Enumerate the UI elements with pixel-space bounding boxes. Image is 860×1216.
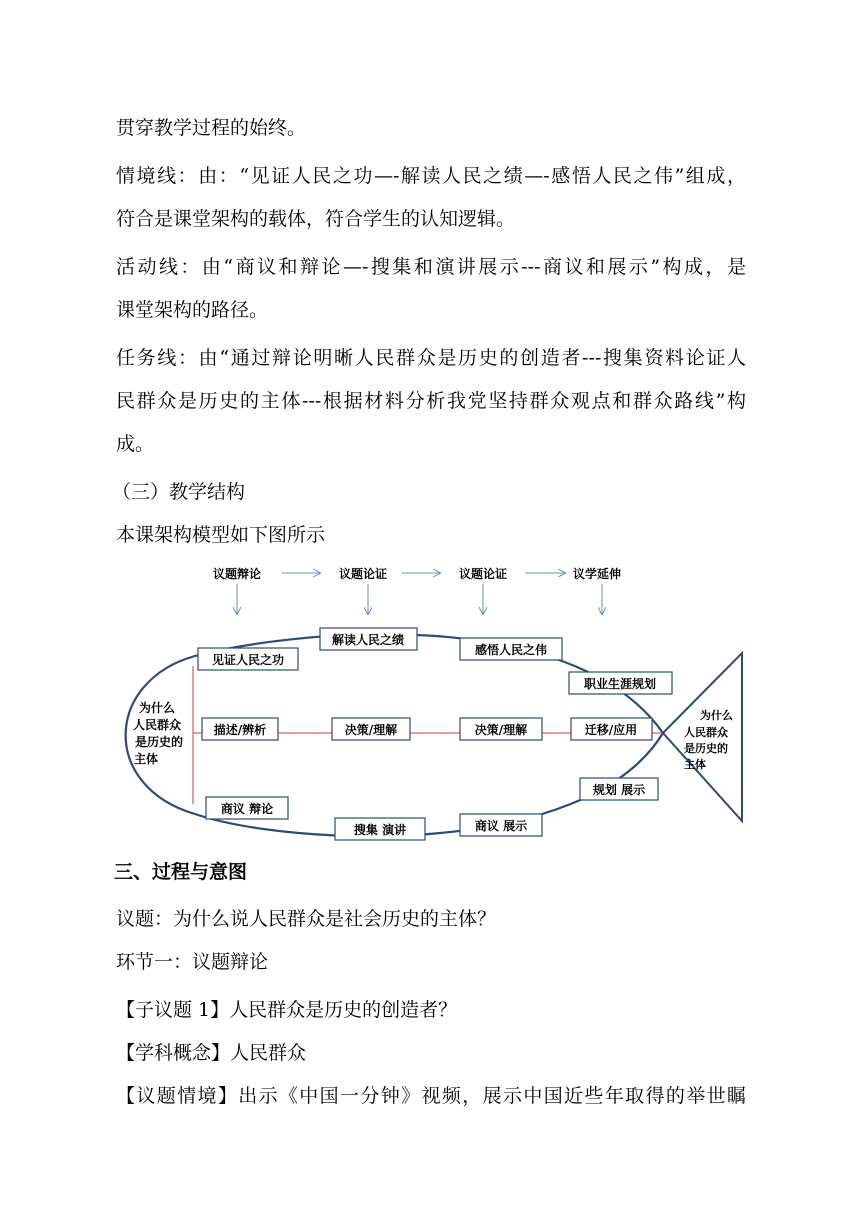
paragraph-line: 贯穿教学过程的始终。 xyxy=(116,117,307,139)
head-text: 主体 xyxy=(133,752,159,766)
paragraph-line: 民群众是历史的主体---根据材料分析我党坚持群众观点和群众路线”构 xyxy=(116,390,746,412)
tail-text: 是历史的 xyxy=(684,742,728,755)
topic-line: 议题：为什么说人民群众是社会历史的主体？ xyxy=(116,908,497,930)
svg-text:商议 展示: 商议 展示 xyxy=(474,819,528,833)
sub-topic-line: 【子议题 1】人民群众是历史的创造者？ xyxy=(116,999,458,1021)
svg-text:规划 展示: 规划 展示 xyxy=(592,783,646,797)
paragraph-line: 活动线：由“商议和辩论—-搜集和演讲展示---商议和展示”构成，是 xyxy=(116,256,746,278)
flow-label: 议学延伸 xyxy=(572,567,622,581)
svg-text:见证人民之功: 见证人民之功 xyxy=(211,653,285,667)
diagram-intro: 本课架构模型如下图所示 xyxy=(116,524,326,546)
paragraph-line: 符合是课堂架构的载体，符合学生的认知逻辑。 xyxy=(116,208,516,230)
upper-box xyxy=(198,648,298,670)
middle-box xyxy=(460,718,542,740)
upper-box xyxy=(569,672,672,694)
svg-text:商议 辩论: 商议 辩论 xyxy=(220,802,274,816)
svg-text:解读人民之绩: 解读人民之绩 xyxy=(331,633,405,647)
tail-text: 为什么 xyxy=(700,709,733,722)
concept-line: 【学科概念】人民群众 xyxy=(116,1042,307,1064)
middle-box xyxy=(571,718,652,740)
tail-text: 人民群众 xyxy=(684,726,728,739)
head-text: 是历史的 xyxy=(134,735,184,749)
svg-text:描述/辨析: 描述/辨析 xyxy=(213,723,267,737)
middle-box xyxy=(332,718,410,740)
svg-text:迁移/应用: 迁移/应用 xyxy=(584,723,638,737)
lower-box xyxy=(335,818,425,840)
paragraph-line: 课堂架构的路径。 xyxy=(116,299,269,321)
head-text: 人民群众 xyxy=(132,718,182,732)
svg-text:搜集 演讲: 搜集 演讲 xyxy=(353,823,407,837)
paragraph-line: 成。 xyxy=(116,433,155,455)
upper-box xyxy=(320,628,417,650)
paragraph-line: 任务线：由“通过辩论明晰人民群众是历史的创造者---搜集资料论证人 xyxy=(116,347,746,369)
head-text: 为什么 xyxy=(138,701,176,715)
fishbone-diagram xyxy=(110,556,750,842)
svg-text:感悟人民之伟: 感悟人民之伟 xyxy=(474,643,548,657)
lower-box xyxy=(580,778,658,800)
paragraph-line: 情境线：由：“见证人民之功—-解读人民之绩—-感悟人民之伟”组成， xyxy=(116,165,746,187)
lower-box xyxy=(206,797,288,819)
sub-heading: （三）教学结构 xyxy=(112,481,246,503)
svg-text:决策/理解: 决策/理解 xyxy=(344,723,398,737)
middle-box xyxy=(202,718,278,740)
tail-text: 主体 xyxy=(684,758,706,771)
situation-line: 【议题情境】出示《中国一分钟》视频，展示中国近些年取得的举世瞩 xyxy=(116,1085,746,1107)
stage-line: 环节一：议题辩论 xyxy=(116,951,269,973)
lower-box xyxy=(460,814,542,836)
svg-text:职业生涯规划: 职业生涯规划 xyxy=(583,677,657,691)
flow-label: 议题论证 xyxy=(458,567,508,581)
flow-label: 议题论证 xyxy=(338,567,388,581)
svg-text:决策/理解: 决策/理解 xyxy=(474,723,528,737)
flow-label: 议题辩论 xyxy=(212,567,262,581)
upper-box xyxy=(460,638,562,660)
section-heading: 三、过程与意图 xyxy=(114,861,248,883)
